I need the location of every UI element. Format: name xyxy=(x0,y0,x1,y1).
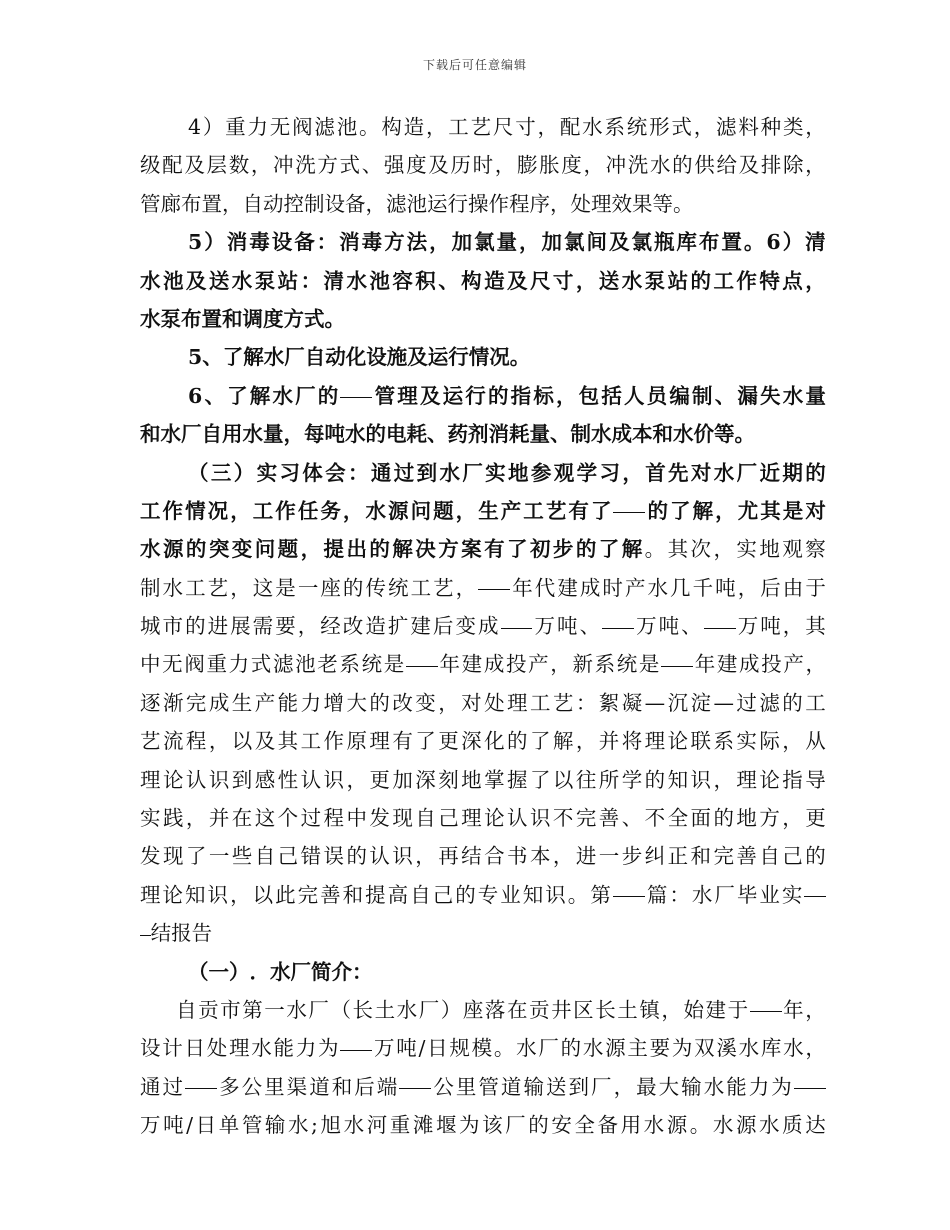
document-body xyxy=(140,108,826,1145)
paragraph-line: 4 ） 重 力 无 阀 滤 池 。 构 造 ， 工 艺 尺 寸 ， 配 水 系 统 形 式 ， 滤 料 种 类 ， xyxy=(188,115,826,139)
paragraph-line: 工 作 情 况 ， 工 作 任 务 ， 水 源 问 题 ， 生 产 工 艺 有 了 的 了 解 ， 尤 其 是 对 xyxy=(140,492,826,530)
page-header: 下载后可任意编辑 xyxy=(422,58,527,72)
paragraph-line: 水 泵 布 置 和 调 度 方 式 。 xyxy=(140,306,345,331)
paragraph-line: 艺 流 程 ， 以 及 其 工 作 原 理 有 了 更 深 化 的 了 解 ， 并 将 理 论 联 系 实 际 ， 从 xyxy=(140,729,826,754)
paragraph-line: 水 源 的 突 变 问 题 ， 提 出 的 解 决 方 案 有 了 初 步 的 了 解 。 其 次 ， 实 地 观 察 xyxy=(140,537,826,562)
paragraph-line: 水 池 及 送 水 泵 站 ： 清 水 池 容 积 、 构 造 及 尺 寸 ， 送 水 泵 站 的 工 作 特 点 ， xyxy=(140,268,826,293)
fill-in-blank xyxy=(750,991,782,1013)
fill-in-blank xyxy=(478,569,510,591)
fill-in-blank xyxy=(794,1068,826,1090)
paragraph-line: 和 水 厂 自 用 水 量 ， 每 吨 水 的 电 耗 、 药 剂 消 耗 量 、 制 水 成 本 和 水 价 等 。 xyxy=(140,422,755,447)
paragraph-line: 5 ） 消 毒 设 备 ： 消 毒 方 法 ， 加 氯 量 ， 加 氯 间 及 氯 瓶 库 布 置 。 6 ） 清 xyxy=(188,230,826,255)
paragraph-line: （ 三 ） 实 习 体 会 ： 通 过 到 水 厂 实 地 参 观 学 习 ， 首 先 对 水 厂 近 期 的 xyxy=(188,460,826,485)
paragraph-line: 管 廊 布 置 ， 自 动 控 制 设 备 ， 滤 池 运 行 操 作 程 序 ， 处 理 效 果 等 。 xyxy=(140,191,694,216)
paragraph-line: 理 论 认 识 到 感 性 认 识 ， 更 加 深 刻 地 掌 握 了 以 往 所 学 的 知 识 ， 理 论 指 导 xyxy=(140,767,826,792)
paragraph-line: 级 配 及 层 数 ， 冲 洗 方 式 、 强 度 及 历 时 ， 膨 胀 度 ， 冲 洗 水 的 供 给 及 排 除 ， xyxy=(140,153,826,178)
fill-in-blank xyxy=(602,607,634,629)
paragraph-line: 中 无 阀 重 力 式 滤 池 老 系 统 是 年 建 成 投 产 ， 新 系 统 是 年 建 成 投 产 ， xyxy=(140,645,826,683)
paragraph-line: 制 水 工 艺 ， 这 是 一 座 的 传 统 工 艺 ， 年 代 建 成 时 产 水 几 千 吨 ， 后 由 于 xyxy=(140,569,826,607)
paragraph-line: 发 现 了 一 些 自 己 错 误 的 认 识 ， 再 结 合 书 本 ， 进 一 步 纠 正 和 完 善 自 己 的 xyxy=(140,844,826,869)
fill-in-blank xyxy=(804,876,825,898)
fill-in-blank xyxy=(399,1068,431,1090)
fill-in-blank xyxy=(340,1029,372,1051)
paragraph-line: 结 报 告 xyxy=(140,914,826,952)
paragraph-line: 逐 渐 完 成 生 产 能 力 增 大 的 改 变 ， 对 处 理 工 艺 ： 絮 凝 — 沉 淀 — 过 滤 的 工 xyxy=(140,690,826,715)
paragraph-line: 理 论 知 识 ， 以 此 完 善 和 提 高 自 己 的 专 业 知 识 。 第 篇 ： 水 厂 毕 业 实 xyxy=(140,876,826,914)
fill-in-blank xyxy=(501,607,533,629)
fill-in-blank xyxy=(140,914,151,936)
fill-in-blank xyxy=(406,645,438,667)
fill-in-blank xyxy=(704,607,736,629)
paragraph-line: （ 一 ） ． 水 厂 简 介 ： xyxy=(188,959,373,984)
fill-in-blank xyxy=(661,645,693,667)
fill-in-blank xyxy=(185,1068,217,1090)
fill-in-blank xyxy=(613,492,645,514)
paragraph-line: 城 市 的 进 展 需 要 ， 经 改 造 扩 建 后 变 成 万 吨 、 万 吨 、 万 吨 ， 其 xyxy=(140,607,826,645)
paragraph-line: 通 过 多 公 里 渠 道 和 后 端 公 里 管 道 输 送 到 厂 ， 最 大 输 水 能 力 为 xyxy=(140,1068,826,1106)
paragraph-line: 6 、 了 解 水 厂 的 管 理 及 运 行 的 指 标 ， 包 括 人 员 编 制 、 漏 失 水 量 xyxy=(140,377,826,415)
paragraph-line: 5 、 了 解 水 厂 自 动 化 设 施 及 运 行 情 况 。 xyxy=(188,345,531,370)
paragraph-line: 设 计 日 处 理 水 能 力 为 万 吨 / 日 规 模 。 水 厂 的 水 源 主 要 为 双 溪 水 库 水 ， xyxy=(140,1029,826,1067)
paragraph-line: 实 践 ， 并 在 这 个 过 程 中 发 现 自 己 理 论 认 识 不 完 善 、 不 全 面 的 地 方 ， 更 xyxy=(140,806,826,831)
paragraph-line: 万 吨 / 日 单 管 输 水 ; 旭 水 河 重 滩 堰 为 该 厂 的 安 全 备 用 水 源 。 水 源 水 质 达 xyxy=(140,1113,826,1138)
fill-in-blank xyxy=(613,876,645,898)
fill-in-blank xyxy=(340,377,372,399)
paragraph-line: 自 贡 市 第 一 水 厂 （ 长 土 水 厂 ） 座 落 在 贡 井 区 长 土 镇 ， 始 建 于 年 ， xyxy=(140,991,826,1029)
